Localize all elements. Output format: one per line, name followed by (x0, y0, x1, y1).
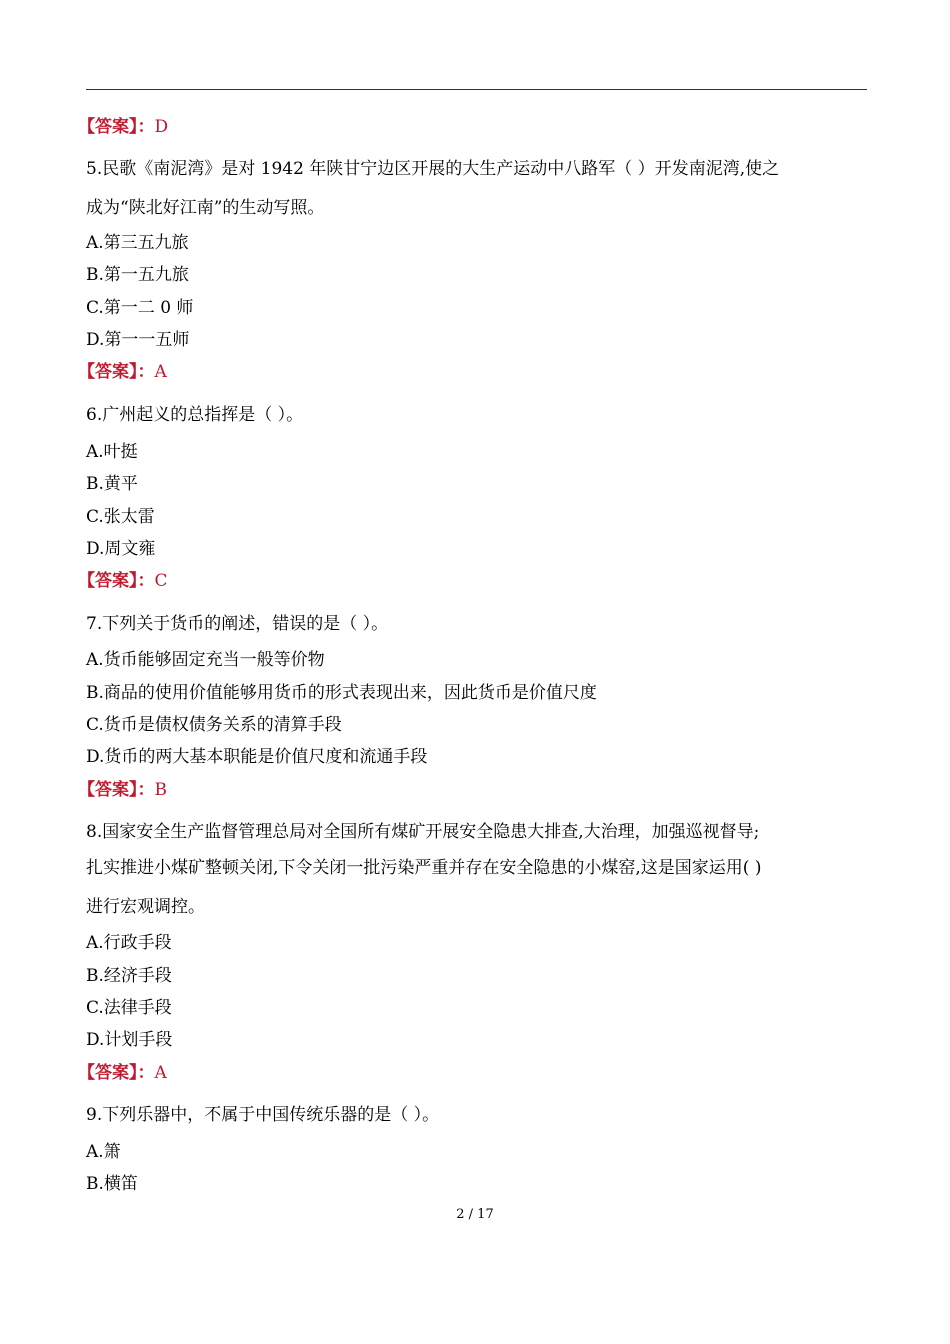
question-7-option-c: C.货币是债权债务关系的清算手段 (86, 715, 342, 735)
question-8-stem-1: 8.国家安全生产监督管理总局对全国所有煤矿开展安全隐患大排查,大治理，加强巡视督导; (86, 822, 760, 842)
question-8-option-b: B.经济手段 (86, 966, 172, 986)
question-5-option-c: C.第一二 0 师 (86, 298, 194, 318)
question-5-answer: 【答案】：A (78, 362, 167, 382)
question-7-answer: 【答案】：B (78, 780, 167, 800)
question-5-option-b: B.第一五九旅 (86, 265, 189, 285)
question-9-option-b: B.横笛 (86, 1174, 138, 1194)
question-8-answer: 【答案】：A (78, 1063, 167, 1083)
question-6-stem: 6.广州起义的总指挥是（ ）。 (86, 405, 304, 425)
question-7-option-b: B.商品的使用价值能够用货币的形式表现出来，因此货币是价值尺度 (86, 683, 597, 703)
question-6-option-c: C.张太雷 (86, 507, 155, 527)
question-8-stem-2: 扎实推进小煤矿整顿关闭,下令关闭一批污染严重并存在安全隐患的小煤窑,这是国家运用( ) (86, 858, 762, 878)
question-9-option-a: A.箫 (86, 1142, 121, 1162)
question-6-option-d: D.周文雍 (86, 539, 156, 559)
question-7-option-a: A.货币能够固定充当一般等价物 (86, 650, 325, 670)
page-number: 2 / 17 (456, 1207, 494, 1222)
question-5-option-d: D.第一一五师 (86, 330, 190, 350)
question-8-option-d: D.计划手段 (86, 1030, 173, 1050)
question-7-option-d: D.货币的两大基本职能是价值尺度和流通手段 (86, 747, 428, 767)
question-8-option-c: C.法律手段 (86, 998, 172, 1018)
question-5-stem-1: 5.民歌《南泥湾》是对 1942 年陕甘宁边区开展的大生产运动中八路军（ ）开发南泥湾,使之 (86, 159, 780, 179)
header-rule (86, 89, 867, 90)
question-5-option-a: A.第三五九旅 (86, 233, 189, 253)
question-8-stem-3: 进行宏观调控。 (86, 897, 205, 917)
answer-line: 【答案】：D (78, 117, 169, 137)
question-6-answer: 【答案】：C (78, 571, 168, 591)
question-6-option-a: A.叶挺 (86, 442, 138, 462)
question-7-stem: 7.下列关于货币的阐述，错误的是（ ）。 (86, 614, 389, 634)
question-5-stem-2: 成为“陕北好江南”的生动写照。 (86, 198, 325, 218)
question-9-stem: 9.下列乐器中，不属于中国传统乐器的是（ ）。 (86, 1105, 440, 1125)
question-6-option-b: B.黄平 (86, 474, 138, 494)
question-8-option-a: A.行政手段 (86, 933, 172, 953)
